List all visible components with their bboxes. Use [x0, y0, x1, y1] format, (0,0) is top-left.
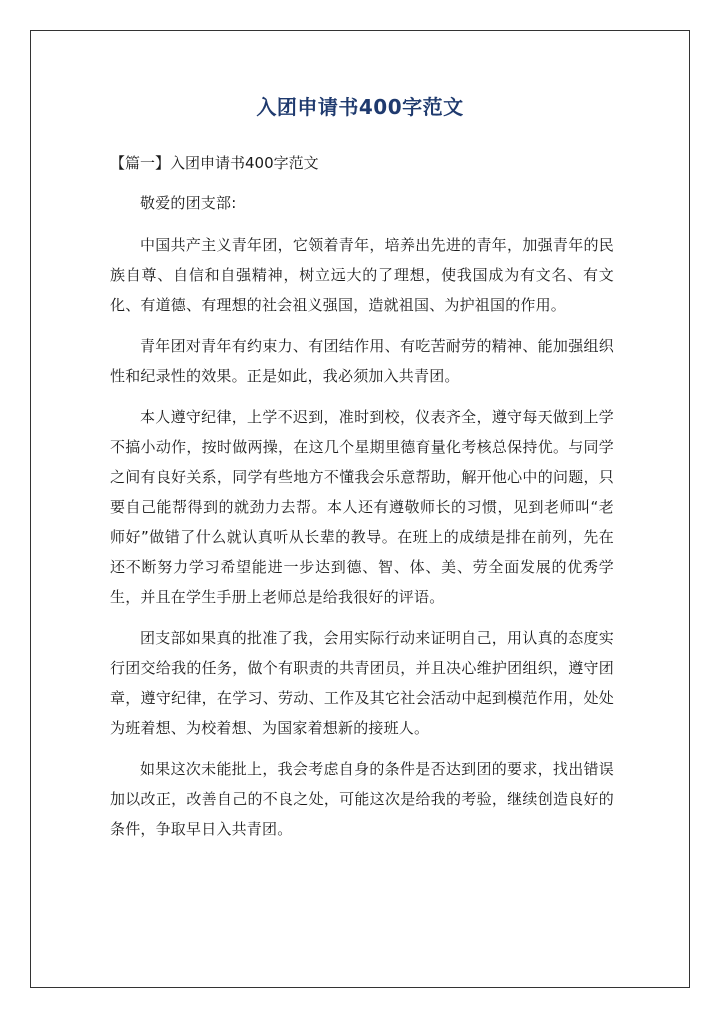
paragraph-3: 本人遵守纪律，上学不迟到，准时到校，仪表齐全，遵守每天做到上学不搞小动作，按时做两操，在这几个星期里德育量化考核总保持优。与同学之间有良好关系，同学有些地方不懂我会乐意帮助，解开他心中的问题，只要自己能帮得到的就劲力去帮。本人还有遵敬师长的习惯，见到老师叫“老师好”做错了什么就认真听从长辈的教导。在班上的成绩是排在前列，先在还不断努力学习希望能进一步达到德、智、体、美、劳全面发展的优秀学生，并且在学生手册上老师总是给我很好的评语。: [110, 408, 614, 606]
document-title: 入团申请书400字范文: [256, 95, 464, 119]
paragraph-1: 中国共产主义青年团，它领着青年，培养出先进的青年，加强青年的民族自尊、自信和自强精神，树立远大的了理想，使我国成为有文名、有文化、有道德、有理想的社会祖义强国，造就祖国、为护祖国的作用。: [110, 236, 614, 314]
salutation: 敬爱的团支部:: [140, 194, 237, 212]
letter-body: [110, 188, 614, 855]
section-heading: 【篇一】入团申请书400字范文: [110, 154, 319, 172]
paragraph-5: 如果这次未能批上，我会考虑自身的条件是否达到团的要求，找出错误加以改正，改善自己的不良之处，可能这次是给我的考验，继续创造良好的条件，争取早日入共青团。: [110, 760, 614, 838]
paragraph-2: 青年团对青年有约束力、有团结作用、有吃苦耐劳的精神、能加强组织性和纪录性的效果。正是如此，我必须加入共青团。: [110, 337, 614, 385]
paragraph-4: 团支部如果真的批准了我，会用实际行动来证明自己，用认真的态度实行团交给我的任务，做个有职责的共青团员，并且决心维护团组织，遵守团章，遵守纪律，在学习、劳动、工作及其它社会活动中起到模范作用，处处为班着想、为校着想、为国家着想新的接班人。: [110, 629, 614, 737]
